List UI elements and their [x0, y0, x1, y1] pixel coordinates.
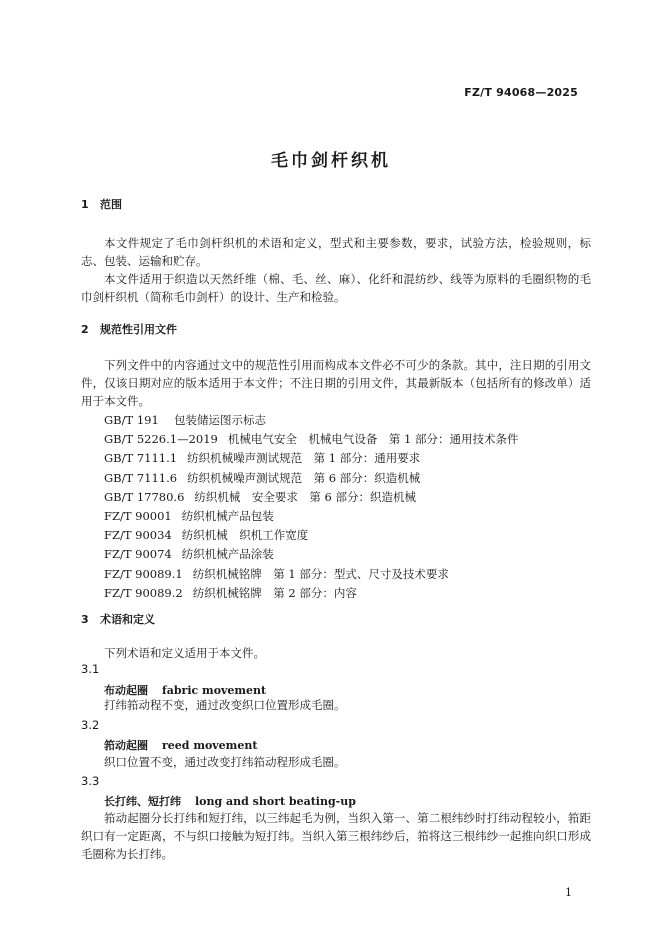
term-number: 3.1: [81, 662, 100, 676]
list-item: [104, 545, 518, 564]
reference-title: 纺织机械产品包装: [181, 508, 274, 523]
reference-code: GB/T 5226.1—2019: [104, 432, 218, 447]
reference-title: 纺织机械噪声测试规范 第 1 部分：通用要求: [187, 451, 421, 466]
term-definition: 筘动起圈分长打纬和短打纬，以三纬起毛为例，当织入第一、第二根纬纱时打纬动程较小，筘距织口有一定距离，不与织口接触为短打纬。当织入第三根纬纱后，筘将这三根纬纱一起推向织口形成毛圈称为长打纬。: [81, 811, 591, 861]
list-item: [104, 507, 518, 526]
reference-code: FZ/T 90074: [104, 547, 172, 562]
reference-code: GB/T 17780.6: [104, 489, 185, 504]
reference-code: GB/T 7111.6: [104, 470, 178, 485]
term-definition: 打纬筘动程不变，通过改变织口位置形成毛圈。: [104, 698, 346, 712]
terms-intro: 下列术语和定义适用于本文件。: [104, 646, 265, 660]
section-title: 规范性引用文件: [100, 323, 177, 336]
reference-title: 纺织机械铭牌 第 1 部分：型式、尺寸及技术要求: [192, 566, 449, 581]
scope-paragraph: 本文件规定了毛巾剑杆织机的术语和定义，型式和主要参数，要求，试验方法，检验规则，标志、包装、运输和贮存。: [81, 236, 591, 268]
section-1-heading: [81, 196, 122, 212]
term-en: fabric movement: [162, 684, 267, 697]
term-number: 3.2: [81, 718, 100, 732]
list-item: [104, 449, 518, 468]
list-item: [104, 526, 518, 545]
reference-title: 纺织机械铭牌 第 2 部分：内容: [192, 585, 357, 600]
section-title: 范围: [100, 198, 122, 211]
reference-list: [104, 411, 518, 603]
section-number: 2: [81, 323, 89, 336]
term-en: reed movement: [162, 739, 258, 752]
section-number: 3: [81, 613, 89, 626]
list-item: [104, 565, 518, 584]
document-title: 毛巾剑杆织机: [271, 151, 391, 171]
reference-title: 纺织机械产品涂装: [181, 547, 274, 562]
references-intro: 下列文件中的内容通过文中的规范性引用而构成本文件必不可少的条款。其中，注日期的引用文件，仅该日期对应的版本适用于本文件；不注日期的引用文件，其最新版本（包括所有的修改单）适用于本文件。: [81, 358, 591, 408]
standard-code: FZ/T 94068—2025: [464, 86, 578, 99]
term-name: [104, 793, 356, 809]
reference-title: 纺织机械 安全要求 第 6 部分：织造机械: [194, 489, 417, 504]
reference-title: 包装储运图示标志: [174, 413, 266, 427]
reference-code: GB/T 191: [104, 413, 159, 427]
section-title: 术语和定义: [100, 613, 155, 626]
scope-paragraph: 本文件适用于织造以天然纤维（棉、毛、丝、麻）、化纤和混纺纱、线等为原料的毛圈织物的毛巾剑杆织机（简称毛巾剑杆）的设计、生产和检验。: [81, 272, 591, 304]
section-number: 1: [81, 198, 89, 211]
list-item: [104, 488, 518, 507]
term-zh: 筘动起圈: [104, 739, 148, 752]
reference-code: FZ/T 90089.1: [104, 566, 183, 581]
term-zh: 布动起圈: [104, 684, 148, 697]
list-item: [104, 411, 518, 430]
reference-code: GB/T 7111.1: [104, 451, 178, 466]
term-en: long and short beating-up: [195, 795, 356, 808]
section-3-heading: [81, 611, 155, 627]
reference-title: 纺织机械噪声测试规范 第 6 部分：织造机械: [187, 470, 421, 485]
list-item: [104, 469, 518, 488]
reference-code: FZ/T 90089.2: [104, 585, 183, 600]
term-number: 3.3: [81, 774, 100, 788]
reference-code: FZ/T 90001: [104, 508, 172, 523]
term-zh: 长打纬、短打纬: [104, 795, 181, 808]
section-2-heading: [81, 321, 177, 337]
term-name: [104, 737, 257, 753]
reference-title: 纺织机械 织机工作宽度: [181, 528, 309, 543]
page-number: 1: [565, 886, 572, 899]
reference-code: FZ/T 90034: [104, 528, 172, 543]
list-item: [104, 430, 518, 449]
term-definition: 织口位置不变，通过改变打纬筘动程形成毛圈。: [104, 755, 346, 769]
list-item: [104, 584, 518, 603]
reference-title: 机械电气安全 机械电气设备 第 1 部分：通用技术条件: [227, 432, 519, 447]
